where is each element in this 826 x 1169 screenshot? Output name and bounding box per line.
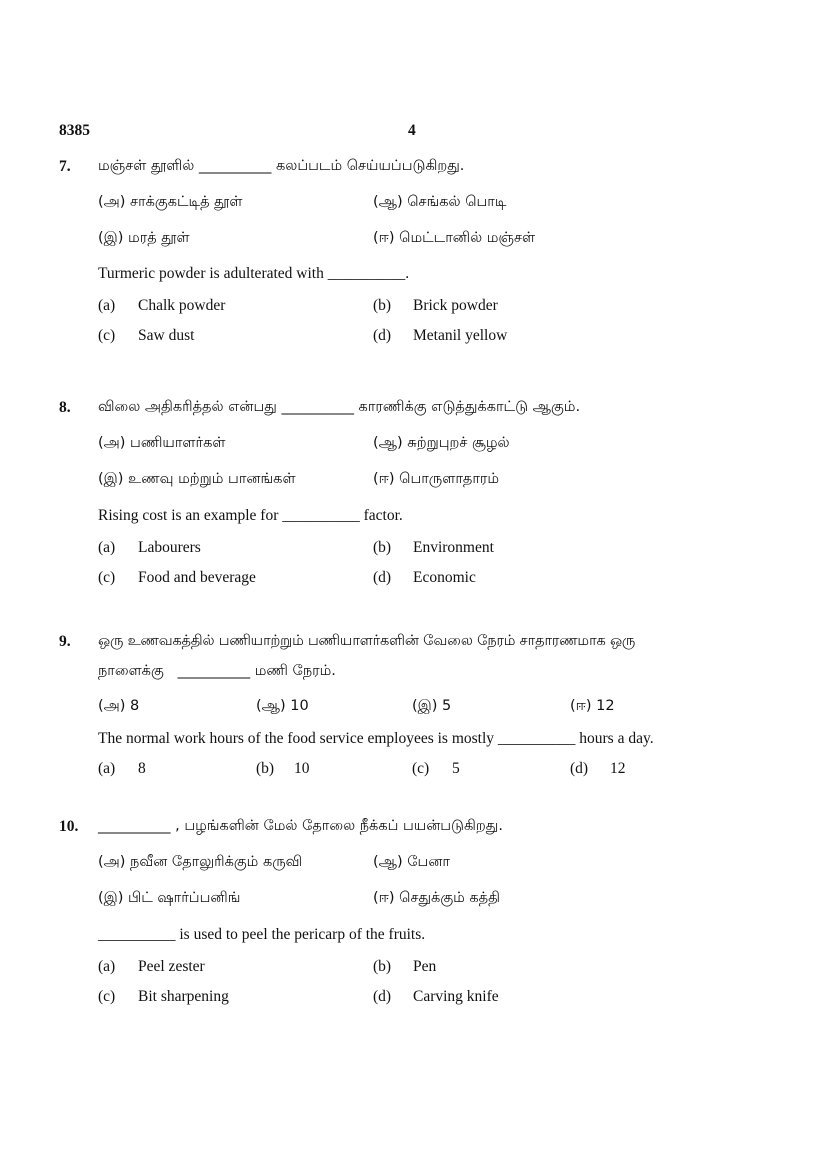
question-number: 10. <box>59 818 79 835</box>
option-label: (ஈ) <box>373 230 395 246</box>
question-text-tamil: விலை அதிகரித்தல் என்பது __________ காரணிக்கு எடுத்துக்காட்டு ஆகும். <box>98 399 581 415</box>
option-text: Peel zester <box>138 958 205 975</box>
option-label: (d) <box>373 569 392 586</box>
option-label: (a) <box>98 297 116 314</box>
option-text: 5 <box>442 698 452 714</box>
option-text: 12 <box>610 760 626 777</box>
option-label: (b) <box>373 297 392 314</box>
question-number: 9. <box>59 633 71 650</box>
option-english <box>256 760 310 778</box>
option-tamil <box>98 194 243 212</box>
option-english <box>373 327 507 345</box>
option-label: (ஈ) <box>570 698 592 714</box>
option-text: Pen <box>413 958 437 975</box>
option-english <box>98 569 256 587</box>
option-text: சாக்குகட்டித் தூள் <box>130 194 243 210</box>
question-text-english: Rising cost is an example for __________ factor. <box>98 507 403 524</box>
question-number: 7. <box>59 158 71 175</box>
option-tamil <box>256 698 309 716</box>
option-text: Food and beverage <box>138 569 256 586</box>
option-label: (அ) <box>98 854 126 870</box>
option-english <box>373 569 476 587</box>
option-tamil <box>570 698 615 716</box>
question-text-tamil: மஞ்சள் தூளில் __________ கலப்படம் செய்யப்படுகிறது. <box>98 158 465 174</box>
question-text-tamil: __________ , பழங்களின் மேல் தோலை நீக்கப் பயன்படுகிறது. <box>98 818 503 834</box>
option-label: (c) <box>98 569 116 586</box>
option-text: செதுக்கும் கத்தி <box>399 890 500 906</box>
option-text: பேனா <box>407 854 450 870</box>
option-label: (a) <box>98 539 116 556</box>
option-tamil <box>373 435 510 453</box>
option-english <box>373 988 499 1006</box>
option-english <box>373 297 498 315</box>
option-english <box>98 760 146 778</box>
option-label: (இ) <box>98 230 124 246</box>
option-english <box>373 958 436 976</box>
option-tamil <box>373 890 500 908</box>
option-text: Carving knife <box>413 988 499 1005</box>
question-text-english: The normal work hours of the food service employees is mostly __________ hours a day. <box>98 730 654 747</box>
option-label: (b) <box>373 958 392 975</box>
option-text: Chalk powder <box>138 297 226 314</box>
question-text-tamil-continued: நாளைக்கு __________ மணி நேரம். <box>98 663 336 679</box>
question-text-english: __________ is used to peel the pericarp of the fruits. <box>98 926 426 943</box>
option-tamil <box>98 435 225 453</box>
option-english <box>98 988 229 1006</box>
option-label: (அ) <box>98 194 126 210</box>
option-text: பொருளாதாரம் <box>399 471 500 487</box>
option-label: (a) <box>98 760 116 777</box>
option-text: மெட்டானில் மஞ்சள் <box>399 230 536 246</box>
question-text-english: Turmeric powder is adulterated with __________. <box>98 265 410 282</box>
option-label: (இ) <box>98 890 124 906</box>
option-label: (ஆ) <box>373 435 403 451</box>
option-text: பிட் ஷார்ப்பனிங் <box>128 890 241 906</box>
question-text-tamil: ஒரு உணவகத்தில் பணியாற்றும் பணியாளர்களின் வேலை நேரம் சாதாரணமாக ஒரு <box>98 633 636 649</box>
option-text: சுற்றுபுறச் சூழல் <box>407 435 510 451</box>
option-text: 10 <box>290 698 309 714</box>
option-text: 12 <box>596 698 615 714</box>
option-tamil <box>98 230 190 248</box>
option-text: Bit sharpening <box>138 988 229 1005</box>
option-text: Metanil yellow <box>413 327 508 344</box>
option-label: (d) <box>373 327 392 344</box>
option-label: (ஆ) <box>373 194 403 210</box>
option-text: மரத் தூள் <box>128 230 190 246</box>
option-text: 5 <box>452 760 460 777</box>
option-label: (b) <box>256 760 275 777</box>
option-text: Saw dust <box>138 327 195 344</box>
option-english <box>98 958 205 976</box>
option-english <box>98 539 201 557</box>
option-text: Economic <box>413 569 476 586</box>
option-english <box>570 760 626 778</box>
option-label: (d) <box>373 988 392 1005</box>
option-tamil <box>98 890 240 908</box>
question-number: 8. <box>59 399 71 416</box>
option-tamil <box>373 194 506 212</box>
option-tamil <box>412 698 451 716</box>
option-tamil <box>98 471 296 489</box>
option-tamil <box>373 471 499 489</box>
option-text: Labourers <box>138 539 201 556</box>
option-text: நவீன தோலுரிக்கும் கருவி <box>130 854 303 870</box>
option-label: (ஆ) <box>256 698 286 714</box>
option-label: (a) <box>98 958 116 975</box>
option-english <box>373 539 494 557</box>
option-tamil <box>373 854 450 872</box>
option-label: (ஈ) <box>373 471 395 487</box>
option-label: (c) <box>412 760 430 777</box>
option-english <box>412 760 460 778</box>
option-tamil <box>373 230 535 248</box>
option-english <box>98 327 194 345</box>
option-label: (ஆ) <box>373 854 403 870</box>
option-text: 8 <box>130 698 140 714</box>
exam-code: 8385 <box>59 122 90 139</box>
option-text: Brick powder <box>413 297 498 314</box>
option-text: 8 <box>138 760 146 777</box>
option-label: (c) <box>98 988 116 1005</box>
option-english <box>98 297 225 315</box>
option-label: (அ) <box>98 698 126 714</box>
option-text: செங்கல் பொடி <box>407 194 507 210</box>
option-tamil <box>98 698 139 716</box>
option-label: (இ) <box>98 471 124 487</box>
page-number: 4 <box>408 122 416 139</box>
option-tamil <box>98 854 302 872</box>
option-text: பணியாளர்கள் <box>130 435 226 451</box>
option-text: 10 <box>294 760 310 777</box>
option-label: (ஈ) <box>373 890 395 906</box>
option-text: உணவு மற்றும் பானங்கள் <box>128 471 296 487</box>
option-label: (இ) <box>412 698 438 714</box>
option-label: (d) <box>570 760 589 777</box>
option-label: (அ) <box>98 435 126 451</box>
option-label: (b) <box>373 539 392 556</box>
option-text: Environment <box>413 539 494 556</box>
option-label: (c) <box>98 327 116 344</box>
